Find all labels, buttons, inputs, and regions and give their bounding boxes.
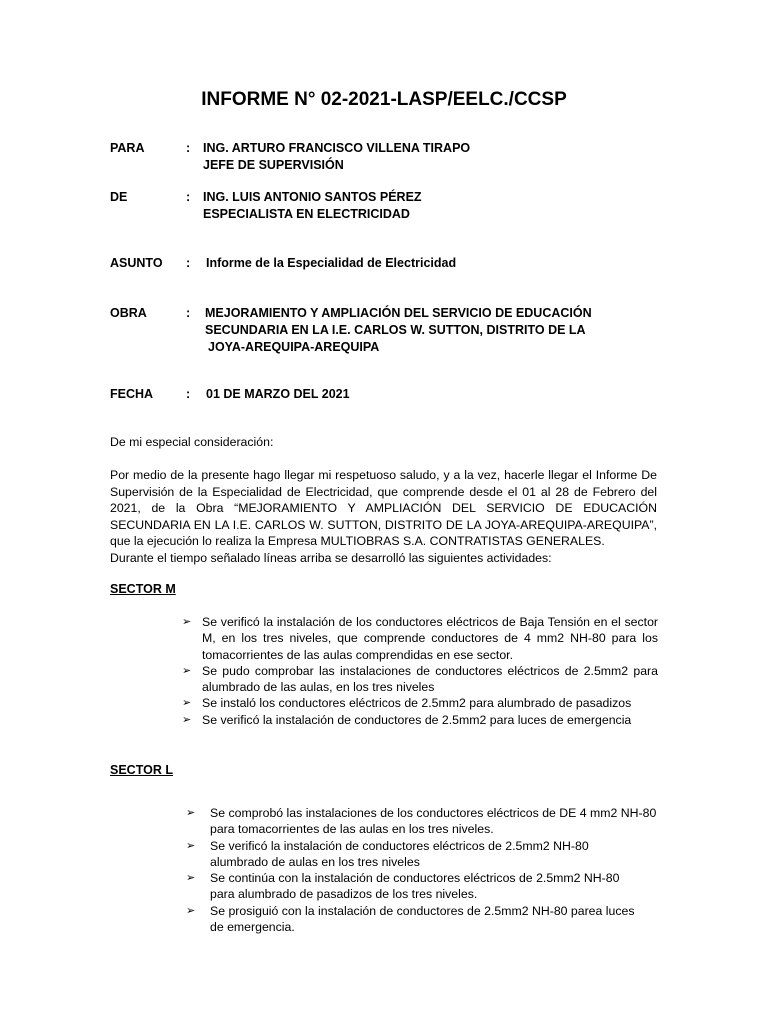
arrow-bullet-icon: ➢ bbox=[182, 697, 192, 710]
asunto-value: Informe de la Especialidad de Electricidad bbox=[206, 256, 457, 270]
sector-l-heading: SECTOR L bbox=[110, 763, 173, 777]
list-item bbox=[182, 663, 658, 696]
arrow-bullet-icon: ➢ bbox=[182, 713, 192, 726]
list-item-line-2: alumbrado de aulas en los tres niveles bbox=[210, 854, 420, 869]
list-item-line-1: Se continúa con la instalación de conductores eléctricos de 2.5mm2 NH-80 bbox=[210, 871, 620, 886]
intro-paragraph bbox=[110, 467, 657, 566]
list-item-text: Se verificó la instalación de los conductores eléctricos de Baja Tensión en el sector M, en los tres niveles, que comprende conductores de 4 mm2 NH-80 para los tomacorrientes de las aulas comprendidas en ese sector. bbox=[202, 615, 658, 662]
obra-value bbox=[205, 305, 592, 356]
intro-paragraph-last-line: Durante el tiempo señalado líneas arriba se desarrolló las siguientes actividades: bbox=[110, 550, 552, 565]
list-item bbox=[186, 838, 666, 871]
obra-label: OBRA bbox=[110, 306, 147, 320]
list-item bbox=[186, 870, 666, 903]
sector-l-list bbox=[186, 805, 666, 935]
de-value bbox=[203, 189, 422, 223]
list-item-line-1: Se comprobó las instalaciones de los conductores eléctricos de DE 4 mm2 NH-80 bbox=[210, 806, 657, 820]
list-item-line-2: para alumbrado de pasadizos de los tres niveles. bbox=[210, 887, 478, 902]
asunto-label: ASUNTO bbox=[110, 256, 163, 270]
para-role: JEFE DE SUPERVISIÓN bbox=[203, 158, 344, 172]
list-item-text: Se pudo comprobar las instalaciones de conductores eléctricos de 2.5mm2 para alumbrado de las aulas, en los tres niveles bbox=[202, 663, 658, 695]
list-item bbox=[182, 712, 658, 728]
intro-paragraph-body: Por medio de la presente hago llegar mi respetuoso saludo, y a la vez, hacerle llegar el Informe De Supervisión de la Especialidad de Electricidad, que comprende desde el 01 al 28 de Febrero del 2021, de la Obra “MEJORAMIENTO Y AMPLIACIÓN DEL SERVICIO DE EDUCACIÓN SECUNDARIA EN LA I.E. CARLOS W. SUTTON, DISTRITO DE LA JOYA-AREQUIPA-AREQUIPA”, que la ejecución lo realiza la Empresa MULTIOBRAS S.A. CONTRATISTAS GENERALES. bbox=[110, 468, 657, 548]
arrow-bullet-icon: ➢ bbox=[182, 664, 192, 677]
de-role: ESPECIALISTA EN ELECTRICIDAD bbox=[203, 207, 410, 221]
para-colon: : bbox=[186, 141, 191, 155]
list-item bbox=[182, 695, 658, 711]
arrow-bullet-icon: ➢ bbox=[186, 839, 196, 852]
list-item bbox=[186, 903, 666, 936]
list-item-text: Se instaló los conductores eléctricos de 2.5mm2 para alumbrado de pasadizos bbox=[202, 696, 632, 711]
list-item-line-1: Se verificó la instalación de conductores eléctricos de 2.5mm2 NH-80 bbox=[210, 838, 589, 853]
list-item bbox=[186, 805, 666, 838]
list-item-line-1: Se prosiguió con la instalación de conductores de 2.5mm2 NH-80 parea luces bbox=[210, 903, 635, 918]
para-value bbox=[203, 140, 470, 174]
arrow-bullet-icon: ➢ bbox=[182, 616, 192, 628]
sector-m-list bbox=[182, 614, 658, 728]
greeting: De mi especial consideración: bbox=[110, 435, 274, 449]
de-name: ING. LUIS ANTONIO SANTOS PÉREZ bbox=[203, 190, 422, 204]
list-item bbox=[182, 614, 658, 663]
de-label: DE bbox=[110, 190, 128, 204]
para-label: PARA bbox=[110, 141, 145, 155]
list-item-text: Se verificó la instalación de conductores de 2.5mm2 para luces de emergencia bbox=[202, 712, 632, 727]
fecha-label: FECHA bbox=[110, 387, 154, 401]
fecha-colon: : bbox=[186, 387, 191, 401]
arrow-bullet-icon: ➢ bbox=[186, 904, 196, 917]
de-colon: : bbox=[186, 190, 191, 204]
sector-m-heading: SECTOR M bbox=[110, 582, 176, 596]
list-item-line-2: para tomacorrientes de las aulas en los tres niveles. bbox=[210, 822, 494, 837]
obra-line-3: JOYA-AREQUIPA-AREQUIPA bbox=[208, 340, 380, 354]
list-item-line-2: de emergencia. bbox=[210, 920, 295, 935]
fecha-value: 01 DE MARZO DEL 2021 bbox=[206, 387, 350, 401]
document-title: INFORME N° 02-2021-LASP/EELC./CCSP bbox=[201, 89, 567, 110]
obra-line-2: SECUNDARIA EN LA I.E. CARLOS W. SUTTON, DISTRITO DE LA bbox=[205, 323, 586, 337]
para-name: ING. ARTURO FRANCISCO VILLENA TIRAPO bbox=[203, 141, 471, 155]
obra-colon: : bbox=[186, 306, 191, 320]
obra-line-1: MEJORAMIENTO Y AMPLIACIÓN DEL SERVICIO DE EDUCACIÓN bbox=[205, 306, 592, 320]
arrow-bullet-icon: ➢ bbox=[186, 872, 196, 885]
asunto-colon: : bbox=[186, 256, 191, 270]
arrow-bullet-icon: ➢ bbox=[186, 807, 196, 819]
